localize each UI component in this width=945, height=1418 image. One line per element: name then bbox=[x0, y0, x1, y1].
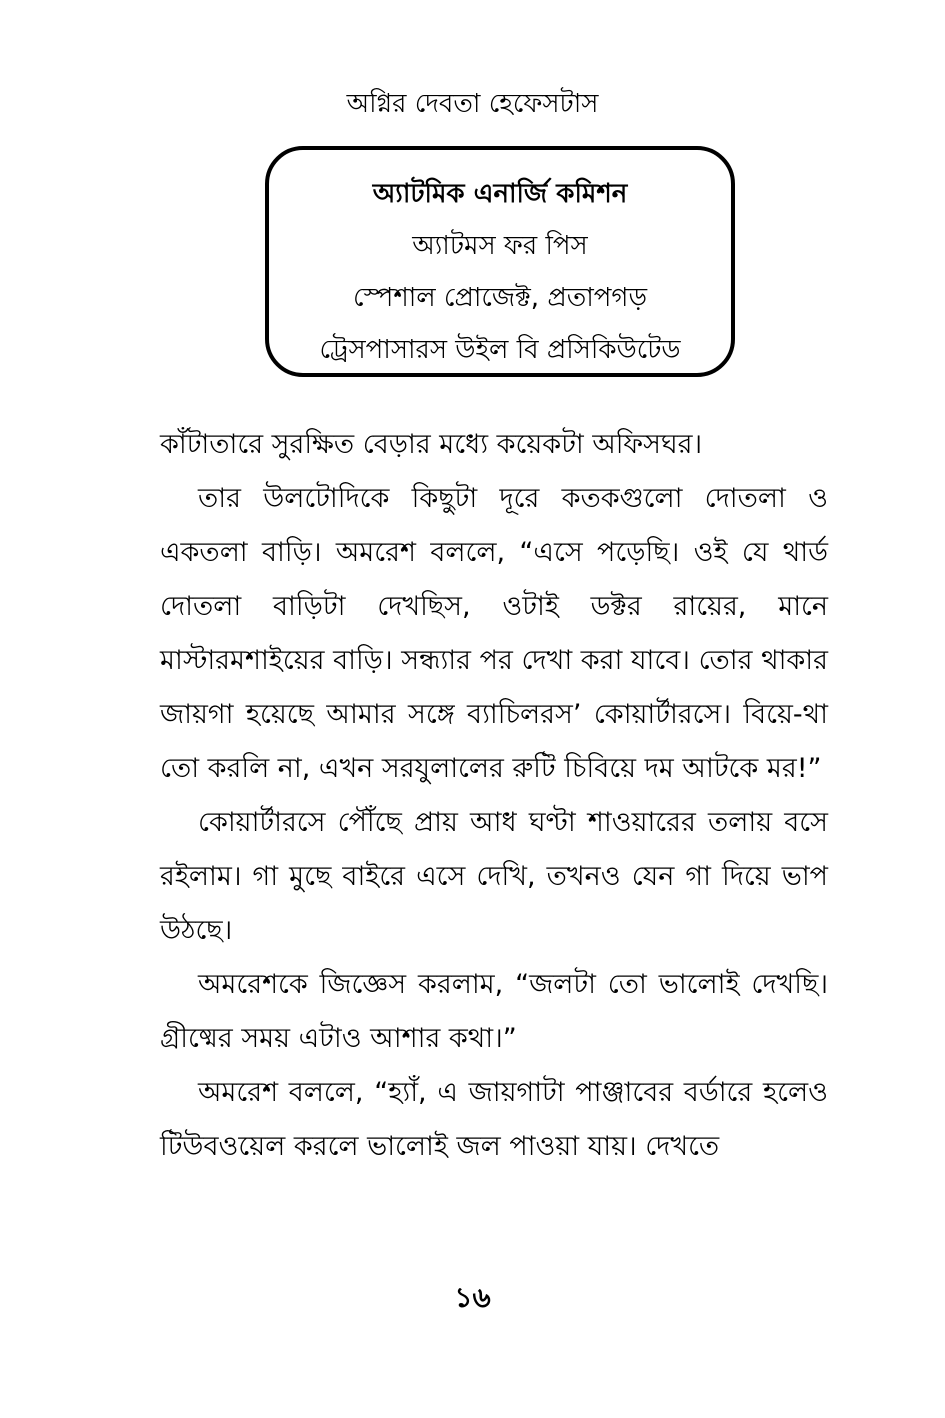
notice-board-line: অ্যাটমস ফর পিস bbox=[412, 231, 588, 261]
paragraph: কাঁটাতারে সুরক্ষিত বেড়ার মধ্যে কয়েকটা অফিসঘর। bbox=[160, 429, 703, 460]
notice-board-title: অ্যাটমিক এনার্জি কমিশন bbox=[372, 179, 628, 209]
paragraph: তার উলটোদিকে কিছুটা দূরে কতকগুলো দোতলা ও একতলা বাড়ি। অমরেশ বললে, “এসে পড়েছি। ওই যে থার্ড দোতলা বাড়িটা দেখছিস, ওটাই ডক্টর রায়ের, মানে মাস্টারমশাইয়ের বাড়ি। সন্ধ্যার পর দেখা করা যাবে। তোর থাকার জায়গা হয়েছে আমার সঙ্গে ব্যাচিলরস’ কোয়ার্টারসে। বিয়ে-থা তো করলি না, এখন সরযুলালের রুটি চিবিয়ে দম আটকে মর!” bbox=[160, 483, 828, 784]
page-number: ১৬ bbox=[454, 1281, 491, 1314]
paragraph: কোয়ার্টারসে পৌঁছে প্রায় আধ ঘণ্টা শাওয়ারের তলায় বসে রইলাম। গা মুছে বাইরে এসে দেখি, তখনও যেন গা দিয়ে ভাপ উঠছে। bbox=[160, 807, 828, 946]
notice-board-box bbox=[265, 146, 735, 377]
running-head-title: অগ্নির দেবতা হেফেসটাস bbox=[346, 89, 599, 119]
paragraph: অমরেশ বললে, “হ্যাঁ, এ জায়গাটা পাঞ্জাবের বর্ডারে হলেও টিউবওয়েল করলে ভালোই জল পাওয়া যায়। দেখতে bbox=[160, 1077, 828, 1162]
notice-board-line: ট্রেসপাসারস উইল বি প্রসিকিউটেড bbox=[319, 335, 681, 365]
paragraph: অমরেশকে জিজ্ঞেস করলাম, “জলটা তো ভালোই দেখছি। গ্রীষ্মের সময় এটাও আশার কথা।” bbox=[160, 969, 828, 1054]
body-text bbox=[160, 418, 828, 1174]
notice-board-line: স্পেশাল প্রোজেক্ট, প্রতাপগড় bbox=[352, 283, 648, 313]
